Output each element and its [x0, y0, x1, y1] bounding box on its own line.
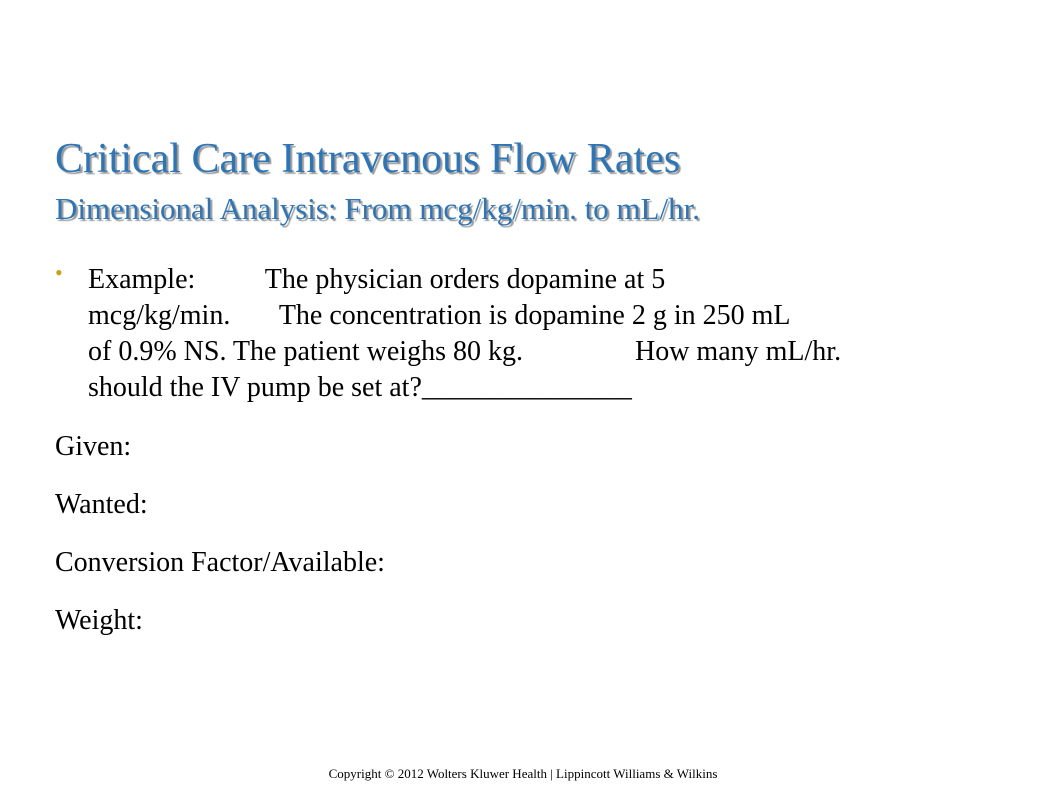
example-bullet	[88, 262, 988, 406]
example-line: should the IV pump be set at?_______________	[88, 372, 632, 403]
example-line: Example: The physician orders dopamine at 5	[88, 264, 666, 295]
conversion-factor-label: Conversion Factor/Available:	[55, 547, 385, 578]
slide-title: Critical Care Intravenous Flow Rates	[55, 136, 681, 182]
copyright-footer: Copyright © 2012 Wolters Kluwer Health | Lippincott Williams & Wilkins	[328, 766, 718, 781]
weight-label: Weight:	[55, 605, 143, 636]
wanted-label: Wanted:	[55, 489, 148, 520]
given-label: Given:	[55, 431, 132, 462]
example-line: mcg/kg/min. The concentration is dopamine 2 g in 250 mL	[88, 300, 791, 331]
slide-subtitle: Dimensional Analysis: From mcg/kg/min. to mL/hr.	[55, 191, 700, 226]
example-line: of 0.9% NS. The patient weighs 80 kg. How many mL/hr.	[88, 336, 842, 367]
bullet-icon: •	[55, 260, 63, 285]
